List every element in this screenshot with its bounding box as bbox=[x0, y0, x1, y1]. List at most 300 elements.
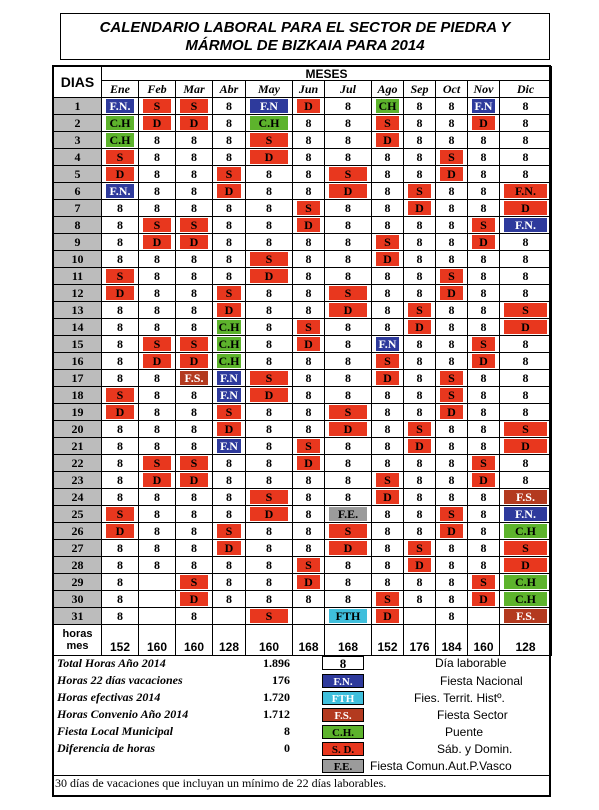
calendar-cell: 8 bbox=[436, 421, 468, 438]
calendar-cell: 8 bbox=[213, 591, 246, 608]
calendar-cell: 8 bbox=[139, 489, 176, 506]
calendar-cell: D bbox=[102, 404, 139, 421]
summary-label: Total Horas Año 2014 bbox=[57, 656, 166, 670]
calendar-cell: C.H bbox=[213, 336, 246, 353]
calendar-cell: S bbox=[176, 455, 213, 472]
calendar-cell: 8 bbox=[436, 251, 468, 268]
calendar-cell: 8 bbox=[436, 574, 468, 591]
calendar-cell bbox=[468, 608, 500, 625]
day-number: 7 bbox=[54, 200, 102, 217]
calendar-cell: 8 bbox=[246, 574, 293, 591]
calendar-cell: 8 bbox=[325, 557, 372, 574]
calendar-cell: 8 bbox=[139, 302, 176, 319]
calendar-cell: S bbox=[176, 217, 213, 234]
calendar-cell: 8 bbox=[102, 200, 139, 217]
calendar-cell: 8 bbox=[293, 489, 325, 506]
calendar-cell: D bbox=[404, 200, 436, 217]
calendar-cell: 8 bbox=[404, 591, 436, 608]
calendar-cell: 8 bbox=[293, 149, 325, 166]
calendar-cell: D bbox=[325, 421, 372, 438]
month-header-feb: Feb bbox=[139, 81, 176, 98]
calendar-cell: 8 bbox=[139, 319, 176, 336]
calendar-cell: D bbox=[325, 302, 372, 319]
legend-label: Fies. Territ. Histº. bbox=[414, 691, 505, 705]
calendar-cell: 8 bbox=[468, 404, 500, 421]
calendar-cell: 8 bbox=[293, 506, 325, 523]
calendar-cell: F.N bbox=[246, 98, 293, 115]
calendar-cell: F.N. bbox=[102, 98, 139, 115]
calendar-cell: 8 bbox=[176, 523, 213, 540]
calendar-cell bbox=[404, 608, 436, 625]
day-row bbox=[54, 115, 552, 132]
calendar-cell: 8 bbox=[500, 404, 552, 421]
hours-label-line: horas bbox=[62, 628, 93, 640]
calendar-cell: D bbox=[246, 149, 293, 166]
calendar-cell: D bbox=[372, 608, 404, 625]
dias-header: DIAS bbox=[54, 67, 102, 98]
day-row bbox=[54, 319, 552, 336]
day-row bbox=[54, 387, 552, 404]
calendar-cell: 8 bbox=[372, 506, 404, 523]
calendar-cell: D bbox=[436, 523, 468, 540]
calendar-cell: D bbox=[468, 234, 500, 251]
month-hours: 160 bbox=[246, 625, 293, 656]
calendar-cell: C.H bbox=[102, 115, 139, 132]
calendar-cell: 8 bbox=[325, 149, 372, 166]
calendar-cell: S bbox=[372, 591, 404, 608]
calendar-cell: D bbox=[325, 540, 372, 557]
calendar-cell: D bbox=[246, 268, 293, 285]
day-row bbox=[54, 455, 552, 472]
day-row bbox=[54, 438, 552, 455]
day-number: 30 bbox=[54, 591, 102, 608]
legend-swatch: F.E. bbox=[322, 759, 364, 773]
calendar-cell: D bbox=[404, 438, 436, 455]
calendar-cell: 8 bbox=[213, 251, 246, 268]
calendar-cell: 8 bbox=[213, 217, 246, 234]
calendar-cell: S bbox=[404, 540, 436, 557]
day-row bbox=[54, 98, 552, 115]
calendar-cell: S bbox=[436, 506, 468, 523]
calendar-cell: 8 bbox=[139, 149, 176, 166]
calendar-cell: 8 bbox=[468, 200, 500, 217]
calendar-cell: 8 bbox=[436, 591, 468, 608]
calendar-cell: 8 bbox=[436, 319, 468, 336]
calendar-cell: 8 bbox=[293, 540, 325, 557]
calendar-cell: D bbox=[436, 166, 468, 183]
calendar-cell: 8 bbox=[468, 489, 500, 506]
calendar-cell: S bbox=[246, 370, 293, 387]
calendar-cell: 8 bbox=[404, 234, 436, 251]
day-row bbox=[54, 234, 552, 251]
calendar-cell: 8 bbox=[372, 166, 404, 183]
calendar-cell: 8 bbox=[293, 183, 325, 200]
day-number: 19 bbox=[54, 404, 102, 421]
summary-row bbox=[55, 673, 295, 690]
calendar-cell: 8 bbox=[468, 421, 500, 438]
calendar-cell: C.H bbox=[213, 353, 246, 370]
calendar-cell: 8 bbox=[500, 285, 552, 302]
calendar-cell: 8 bbox=[372, 574, 404, 591]
calendar-cell: 8 bbox=[246, 353, 293, 370]
calendar-cell: S bbox=[213, 523, 246, 540]
calendar-cell: 8 bbox=[293, 234, 325, 251]
day-number: 27 bbox=[54, 540, 102, 557]
month-header-abr: Abr bbox=[213, 81, 246, 98]
calendar-cell: F.N bbox=[213, 438, 246, 455]
calendar-cell: 8 bbox=[436, 115, 468, 132]
day-number: 10 bbox=[54, 251, 102, 268]
day-row bbox=[54, 268, 552, 285]
calendar-cell: 8 bbox=[139, 540, 176, 557]
calendar-cell: 8 bbox=[404, 455, 436, 472]
calendar-cell: S bbox=[293, 319, 325, 336]
calendar-cell: S bbox=[246, 132, 293, 149]
calendar-cell: D bbox=[102, 523, 139, 540]
calendar-cell: S bbox=[246, 489, 293, 506]
calendar-cell: S bbox=[246, 251, 293, 268]
calendar-cell: D bbox=[293, 336, 325, 353]
calendar-cell: 8 bbox=[213, 132, 246, 149]
calendar-cell: D bbox=[325, 183, 372, 200]
day-number: 22 bbox=[54, 455, 102, 472]
calendar-cell: 8 bbox=[293, 404, 325, 421]
calendar-cell: D bbox=[500, 557, 552, 574]
calendar-cell: 8 bbox=[176, 183, 213, 200]
day-row bbox=[54, 489, 552, 506]
calendar-cell: C.H bbox=[102, 132, 139, 149]
calendar-cell: S bbox=[102, 506, 139, 523]
calendar-cell: 8 bbox=[139, 523, 176, 540]
calendar-cell: 8 bbox=[325, 455, 372, 472]
calendar-cell: 8 bbox=[325, 132, 372, 149]
calendar-cell: 8 bbox=[176, 557, 213, 574]
calendar-cell: 8 bbox=[102, 370, 139, 387]
month-header-may: May bbox=[246, 81, 293, 98]
calendar-cell: S bbox=[404, 421, 436, 438]
summary-value: 8 bbox=[284, 724, 290, 738]
month-header-sep: Sep bbox=[404, 81, 436, 98]
month-hours: 176 bbox=[404, 625, 436, 656]
hours-label-line: mes bbox=[66, 640, 89, 652]
calendar-cell: 8 bbox=[468, 302, 500, 319]
calendar-cell: F.E. bbox=[325, 506, 372, 523]
calendar-cell: 8 bbox=[468, 268, 500, 285]
calendar-cell: FTH bbox=[325, 608, 372, 625]
calendar-cell: 8 bbox=[325, 574, 372, 591]
calendar-cell: D bbox=[404, 319, 436, 336]
calendar-cell: 8 bbox=[468, 149, 500, 166]
calendar-cell: 8 bbox=[102, 353, 139, 370]
legend-label: Fiesta Comun.Aut.P.Vasco bbox=[370, 759, 512, 773]
title-line-1: CALENDARIO LABORAL PARA EL SECTOR DE PIEDRA Y bbox=[99, 18, 511, 36]
calendar-cell: 8 bbox=[102, 608, 139, 625]
month-hours: 184 bbox=[436, 625, 468, 656]
calendar-cell: D bbox=[293, 98, 325, 115]
title-line-2: MÁRMOL DE BIZKAIA PARA 2014 bbox=[185, 36, 425, 54]
calendar-cell: 8 bbox=[436, 200, 468, 217]
calendar-cell: 8 bbox=[176, 489, 213, 506]
calendar-cell: 8 bbox=[468, 183, 500, 200]
calendar-cell: S bbox=[372, 234, 404, 251]
calendar-cell: 8 bbox=[102, 557, 139, 574]
calendar-cell: 8 bbox=[139, 370, 176, 387]
calendar-cell: 8 bbox=[468, 506, 500, 523]
calendar-cell: 8 bbox=[176, 251, 213, 268]
calendar-cell: 8 bbox=[246, 591, 293, 608]
calendar-cell: 8 bbox=[372, 387, 404, 404]
calendar-cell: 8 bbox=[500, 336, 552, 353]
day-number: 9 bbox=[54, 234, 102, 251]
calendar-cell: 8 bbox=[293, 285, 325, 302]
calendar-cell: 8 bbox=[404, 166, 436, 183]
calendar-cell: 8 bbox=[404, 217, 436, 234]
day-number: 23 bbox=[54, 472, 102, 489]
legend-label: Fiesta Nacional bbox=[440, 674, 523, 688]
calendar-cell: 8 bbox=[404, 387, 436, 404]
calendar-cell: 8 bbox=[372, 217, 404, 234]
calendar-cell: 8 bbox=[325, 234, 372, 251]
calendar-cell: 8 bbox=[436, 608, 468, 625]
calendar-cell: 8 bbox=[325, 217, 372, 234]
calendar-cell: 8 bbox=[176, 166, 213, 183]
calendar-cell: D bbox=[293, 574, 325, 591]
calendar-cell: 8 bbox=[436, 353, 468, 370]
calendar-cell: 8 bbox=[436, 234, 468, 251]
calendar-cell: 8 bbox=[404, 370, 436, 387]
calendar-cell: S bbox=[500, 421, 552, 438]
calendar-cell: 8 bbox=[176, 200, 213, 217]
calendar-cell: S bbox=[372, 115, 404, 132]
calendar-cell: 8 bbox=[436, 217, 468, 234]
calendar-cell: D bbox=[139, 234, 176, 251]
calendar-cell: S bbox=[293, 200, 325, 217]
day-number: 26 bbox=[54, 523, 102, 540]
month-hours: 160 bbox=[176, 625, 213, 656]
calendar-cell: 8 bbox=[102, 319, 139, 336]
calendar-cell: 8 bbox=[325, 353, 372, 370]
calendar-cell: 8 bbox=[372, 523, 404, 540]
month-header-oct: Oct bbox=[436, 81, 468, 98]
day-number: 25 bbox=[54, 506, 102, 523]
calendar-cell: 8 bbox=[325, 251, 372, 268]
calendar-cell: S bbox=[436, 370, 468, 387]
calendar-cell: 8 bbox=[246, 234, 293, 251]
calendar-cell: 8 bbox=[293, 353, 325, 370]
calendar-cell: 8 bbox=[372, 183, 404, 200]
calendar-cell: 8 bbox=[468, 319, 500, 336]
calendar-cell: 8 bbox=[293, 472, 325, 489]
calendar-cell: 8 bbox=[293, 387, 325, 404]
day-row bbox=[54, 285, 552, 302]
calendar-cell: S bbox=[176, 336, 213, 353]
calendar-cell: D bbox=[372, 251, 404, 268]
calendar-cell: 8 bbox=[500, 234, 552, 251]
calendar-cell: D bbox=[176, 115, 213, 132]
calendar-cell: D bbox=[176, 353, 213, 370]
calendar-cell: F.N bbox=[372, 336, 404, 353]
calendar-cell: 8 bbox=[213, 574, 246, 591]
calendar-cell: 8 bbox=[102, 591, 139, 608]
calendar-cell: S bbox=[139, 217, 176, 234]
calendar-cell: 8 bbox=[500, 132, 552, 149]
summary-label: Horas efectivas 2014 bbox=[57, 690, 161, 704]
day-number: 17 bbox=[54, 370, 102, 387]
month-header-dic: Dic bbox=[500, 81, 552, 98]
month-header-jun: Jun bbox=[293, 81, 325, 98]
calendar-cell: 8 bbox=[404, 285, 436, 302]
calendar-cell: 8 bbox=[325, 387, 372, 404]
day-number: 11 bbox=[54, 268, 102, 285]
calendar-cell: S bbox=[213, 166, 246, 183]
legend-swatch: 8 bbox=[322, 656, 364, 670]
calendar-cell: S bbox=[468, 574, 500, 591]
calendar-cell: C.H bbox=[500, 523, 552, 540]
day-row bbox=[54, 183, 552, 200]
calendar-cell: S bbox=[213, 404, 246, 421]
calendar-cell: 8 bbox=[500, 455, 552, 472]
day-number: 31 bbox=[54, 608, 102, 625]
calendar-cell: F.N. bbox=[102, 183, 139, 200]
calendar-cell: S bbox=[176, 98, 213, 115]
calendar-cell: 8 bbox=[246, 455, 293, 472]
calendar-cell bbox=[213, 608, 246, 625]
calendar-cell: 8 bbox=[176, 302, 213, 319]
calendar-cell: S bbox=[293, 438, 325, 455]
calendar-cell: 8 bbox=[246, 421, 293, 438]
calendar-cell: 8 bbox=[404, 132, 436, 149]
calendar-cell: D bbox=[139, 472, 176, 489]
calendar-cell: 8 bbox=[213, 234, 246, 251]
calendar-cell: S bbox=[436, 268, 468, 285]
calendar-cell: 8 bbox=[500, 472, 552, 489]
calendar-cell: 8 bbox=[325, 98, 372, 115]
calendar-cell: 8 bbox=[436, 455, 468, 472]
day-row bbox=[54, 251, 552, 268]
summary-row bbox=[55, 741, 295, 758]
calendar-cell: 8 bbox=[246, 523, 293, 540]
calendar-cell bbox=[139, 574, 176, 591]
calendar-cell: D bbox=[372, 489, 404, 506]
calendar-cell: 8 bbox=[176, 285, 213, 302]
calendar-cell: 8 bbox=[213, 98, 246, 115]
calendar-cell: 8 bbox=[372, 319, 404, 336]
day-row bbox=[54, 608, 552, 625]
calendar-cell: 8 bbox=[246, 438, 293, 455]
calendar-cell: 8 bbox=[102, 489, 139, 506]
summary-value: 176 bbox=[272, 673, 290, 687]
calendar-cell: D bbox=[246, 506, 293, 523]
calendar-cell: 8 bbox=[500, 353, 552, 370]
calendar-cell: F.N bbox=[213, 370, 246, 387]
day-row bbox=[54, 336, 552, 353]
summary-row bbox=[55, 707, 295, 724]
calendar-cell: 8 bbox=[293, 523, 325, 540]
legend-swatch: FTH bbox=[322, 691, 364, 705]
hours-label bbox=[54, 625, 102, 656]
calendar-cell: 8 bbox=[436, 98, 468, 115]
calendar-cell: 8 bbox=[176, 387, 213, 404]
calendar-cell: 8 bbox=[176, 268, 213, 285]
month-header-row bbox=[54, 81, 552, 98]
calendar-cell: 8 bbox=[325, 472, 372, 489]
calendar-cell: 8 bbox=[404, 489, 436, 506]
calendar-cell: 8 bbox=[468, 387, 500, 404]
calendar-cell: 8 bbox=[404, 115, 436, 132]
calendar-cell: 8 bbox=[139, 421, 176, 438]
calendar-cell: S bbox=[372, 353, 404, 370]
calendar-cell: D bbox=[293, 217, 325, 234]
calendar-cell: D bbox=[213, 302, 246, 319]
calendar-cell: 8 bbox=[139, 183, 176, 200]
month-hours: 168 bbox=[293, 625, 325, 656]
calendar-cell: 8 bbox=[468, 166, 500, 183]
calendar-cell: 8 bbox=[213, 557, 246, 574]
calendar-cell: S bbox=[436, 387, 468, 404]
calendar-cell: 8 bbox=[213, 115, 246, 132]
day-row bbox=[54, 472, 552, 489]
day-row bbox=[54, 574, 552, 591]
calendar-cell: 8 bbox=[500, 268, 552, 285]
calendar-cell: 8 bbox=[468, 132, 500, 149]
calendar-cell: 8 bbox=[500, 149, 552, 166]
calendar-cell: 8 bbox=[372, 404, 404, 421]
calendar-cell: D bbox=[436, 404, 468, 421]
calendar-cell: S bbox=[468, 336, 500, 353]
calendar-cell: S bbox=[468, 217, 500, 234]
calendar-cell: 8 bbox=[500, 251, 552, 268]
calendar-cell: 8 bbox=[213, 455, 246, 472]
calendar-cell: 8 bbox=[436, 183, 468, 200]
calendar-cell: 8 bbox=[102, 574, 139, 591]
summary-label: Diferencia de horas bbox=[57, 741, 155, 755]
day-number: 6 bbox=[54, 183, 102, 200]
calendar-cell: 8 bbox=[102, 217, 139, 234]
calendar-cell: D bbox=[468, 353, 500, 370]
day-row bbox=[54, 353, 552, 370]
calendar-cell: S bbox=[139, 98, 176, 115]
calendar-cell: 8 bbox=[372, 268, 404, 285]
calendar-cell: 8 bbox=[102, 421, 139, 438]
day-row bbox=[54, 591, 552, 608]
calendar-cell: 8 bbox=[293, 370, 325, 387]
calendar-cell: 8 bbox=[246, 183, 293, 200]
day-number: 1 bbox=[54, 98, 102, 115]
calendar-cell: 8 bbox=[293, 302, 325, 319]
calendar-cell: 8 bbox=[468, 438, 500, 455]
day-number: 4 bbox=[54, 149, 102, 166]
calendar-cell: C.H bbox=[246, 115, 293, 132]
day-row bbox=[54, 421, 552, 438]
calendar-cell: 8 bbox=[372, 540, 404, 557]
calendar-cell: S bbox=[176, 574, 213, 591]
calendar-cell: D bbox=[139, 353, 176, 370]
calendar-cell: 8 bbox=[404, 268, 436, 285]
day-number: 29 bbox=[54, 574, 102, 591]
day-number: 13 bbox=[54, 302, 102, 319]
calendar-cell: 8 bbox=[102, 234, 139, 251]
calendar-cell bbox=[139, 591, 176, 608]
calendar-cell: 8 bbox=[102, 251, 139, 268]
calendar-cell: D bbox=[213, 183, 246, 200]
calendar-cell: 8 bbox=[213, 506, 246, 523]
calendar-cell: 8 bbox=[102, 302, 139, 319]
calendar-cell: 8 bbox=[325, 336, 372, 353]
calendar-cell: S bbox=[325, 523, 372, 540]
calendar-cell: 8 bbox=[500, 166, 552, 183]
day-number: 14 bbox=[54, 319, 102, 336]
calendar-cell: D bbox=[372, 370, 404, 387]
